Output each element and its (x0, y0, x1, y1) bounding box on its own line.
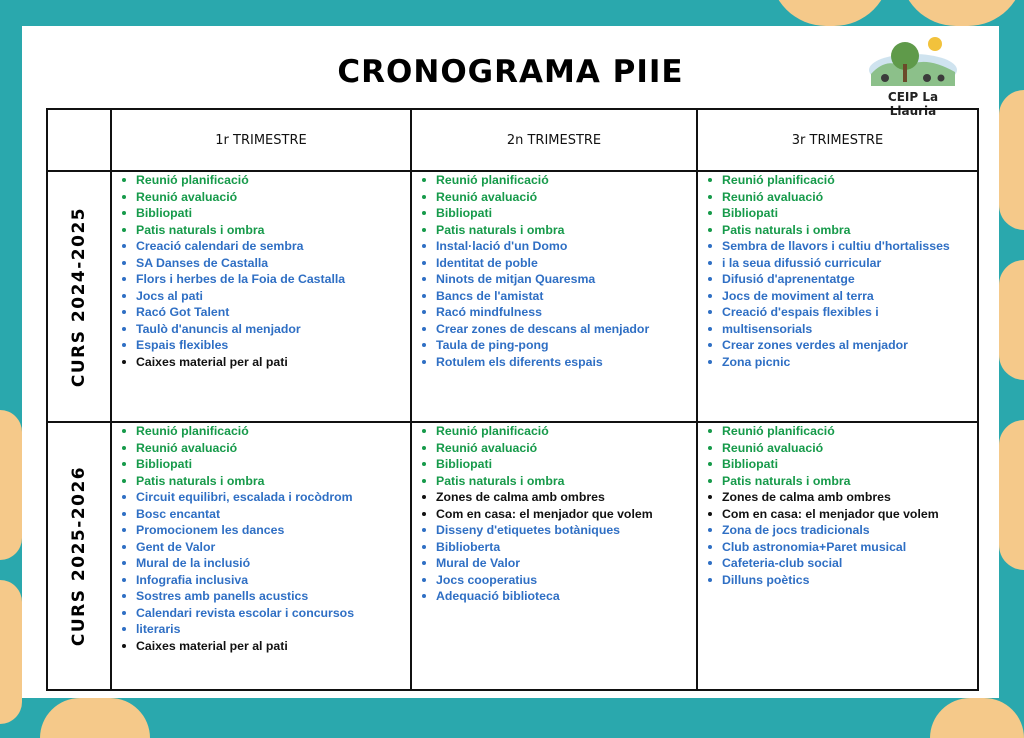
list-item: Reunió avaluació (412, 440, 696, 457)
list-item: Mural de Valor (412, 555, 696, 572)
list-item: Dilluns poètics (698, 572, 977, 589)
list-item: Instal·lació d'un Domo (412, 238, 696, 255)
list-item: Patis naturals i ombra (412, 222, 696, 239)
list-item: Rotulem els diferents espais (412, 354, 696, 371)
list-item: Circuit equilibri, escalada i rocòdrom (112, 489, 410, 506)
row-label: CURS 2025-2026 (69, 465, 89, 647)
list-item: Com en casa: el menjador que volem (412, 506, 696, 523)
decor-shape-right-3 (999, 420, 1024, 570)
list-item: Bosc encantat (112, 506, 410, 523)
school-logo-icon (865, 34, 961, 90)
list-item: Sostres amb panells acustics (112, 588, 410, 605)
school-logo (865, 34, 961, 118)
list-item: Bibliopati (698, 205, 977, 222)
decor-shape-top-right-1 (770, 0, 890, 26)
cell-2024-2025-term-2 (411, 171, 697, 422)
list-item: Racó mindfulness (412, 304, 696, 321)
schedule-table (46, 108, 979, 691)
list-item: Reunió planificació (698, 172, 977, 189)
list-item: Gent de Valor (112, 539, 410, 556)
list-item: Bancs de l'amistat (412, 288, 696, 305)
list-item: Espais flexibles (112, 337, 410, 354)
page-title: CRONOGRAMA PIIE (337, 54, 684, 90)
list-item: Ninots de mitjan Quaresma (412, 271, 696, 288)
decor-shape-left-2 (0, 580, 22, 724)
column-header-term-2: 2n TRIMESTRE (411, 109, 697, 171)
list-item: Reunió planificació (412, 423, 696, 440)
cell-2025-2026-term-1 (111, 422, 411, 690)
decor-shape-top-right-2 (900, 0, 1024, 26)
list-item: Com en casa: el menjador que volem (698, 506, 977, 523)
list-item: Reunió avaluació (698, 189, 977, 206)
decor-shape-bottom-left (40, 698, 150, 738)
table-row-curs-2024-2025 (47, 171, 978, 422)
list-item: multisensorials (698, 321, 977, 338)
list-item: i la seua difussió curricular (698, 255, 977, 272)
list-item: Adequació biblioteca (412, 588, 696, 605)
list-item: Zones de calma amb ombres (412, 489, 696, 506)
list-item: Mural de la inclusió (112, 555, 410, 572)
decor-shape-bottom-right (930, 698, 1024, 738)
list-item: Racó Got Talent (112, 304, 410, 321)
list-item: Zona picnic (698, 354, 977, 371)
list-item: Zones de calma amb ombres (698, 489, 977, 506)
list-item: Reunió planificació (112, 172, 410, 189)
list-item: Patis naturals i ombra (412, 473, 696, 490)
cell-2025-2026-term-2 (411, 422, 697, 690)
list-item: Caixes material per al pati (112, 354, 410, 371)
decor-shape-right-1 (999, 90, 1024, 230)
list-item: Club astronomia+Paret musical (698, 539, 977, 556)
cell-2025-2026-term-3 (697, 422, 978, 690)
list-item: Biblioberta (412, 539, 696, 556)
column-header-term-1: 1r TRIMESTRE (111, 109, 411, 171)
school-name: CEIP La Llauria (887, 90, 939, 118)
list-item: Creació calendari de sembra (112, 238, 410, 255)
list-item: Crear zones de descans al menjador (412, 321, 696, 338)
list-item: Reunió planificació (412, 172, 696, 189)
header-corner (47, 109, 111, 171)
list-item: Identitat de poble (412, 255, 696, 272)
list-item: Reunió avaluació (112, 440, 410, 457)
list-item: Caixes material per al pati (112, 638, 410, 655)
list-item: Bibliopati (112, 456, 410, 473)
list-item: Calendari revista escolar i concursos (112, 605, 410, 622)
cell-2024-2025-term-1 (111, 171, 411, 422)
list-item: Patis naturals i ombra (112, 473, 410, 490)
list-item: Flors i herbes de la Foia de Castalla (112, 271, 410, 288)
list-item: Crear zones verdes al menjador (698, 337, 977, 354)
list-item: Patis naturals i ombra (112, 222, 410, 239)
list-item: Taula de ping-pong (412, 337, 696, 354)
table-row-curs-2025-2026 (47, 422, 978, 690)
decor-shape-left-1 (0, 410, 22, 560)
list-item: Patis naturals i ombra (698, 473, 977, 490)
list-item: Jocs al pati (112, 288, 410, 305)
list-item: Reunió planificació (112, 423, 410, 440)
cell-2024-2025-term-3 (697, 171, 978, 422)
list-item: Bibliopati (412, 205, 696, 222)
list-item: Zona de jocs tradicionals (698, 522, 977, 539)
column-header-term-3: 3r TRIMESTRE (697, 109, 978, 171)
list-item: Reunió avaluació (698, 440, 977, 457)
list-item: Difusió d'aprenentatge (698, 271, 977, 288)
list-item: Reunió avaluació (412, 189, 696, 206)
decor-shape-right-2 (999, 260, 1024, 380)
list-item: Disseny d'etiquetes botàniques (412, 522, 696, 539)
list-item: Bibliopati (698, 456, 977, 473)
list-item: Jocs de moviment al terra (698, 288, 977, 305)
list-item: Taulò d'anuncis al menjador (112, 321, 410, 338)
table-header-row (47, 109, 978, 171)
list-item: Bibliopati (112, 205, 410, 222)
list-item: Sembra de llavors i cultiu d'hortalisses (698, 238, 977, 255)
list-item: literaris (112, 621, 410, 638)
list-item: Reunió planificació (698, 423, 977, 440)
list-item: Reunió avaluació (112, 189, 410, 206)
row-header-curs-2025-2026 (47, 422, 111, 690)
list-item: Infografia inclusiva (112, 572, 410, 589)
list-item: Promocionem les dances (112, 522, 410, 539)
list-item: Jocs cooperatius (412, 572, 696, 589)
list-item: Creació d'espais flexibles i (698, 304, 977, 321)
list-item: Cafeteria-club social (698, 555, 977, 572)
row-header-curs-2024-2025 (47, 171, 111, 422)
list-item: SA Danses de Castalla (112, 255, 410, 272)
list-item: Patis naturals i ombra (698, 222, 977, 239)
schedule-card (22, 26, 999, 698)
list-item: Bibliopati (412, 456, 696, 473)
row-label: CURS 2024-2025 (69, 206, 89, 387)
